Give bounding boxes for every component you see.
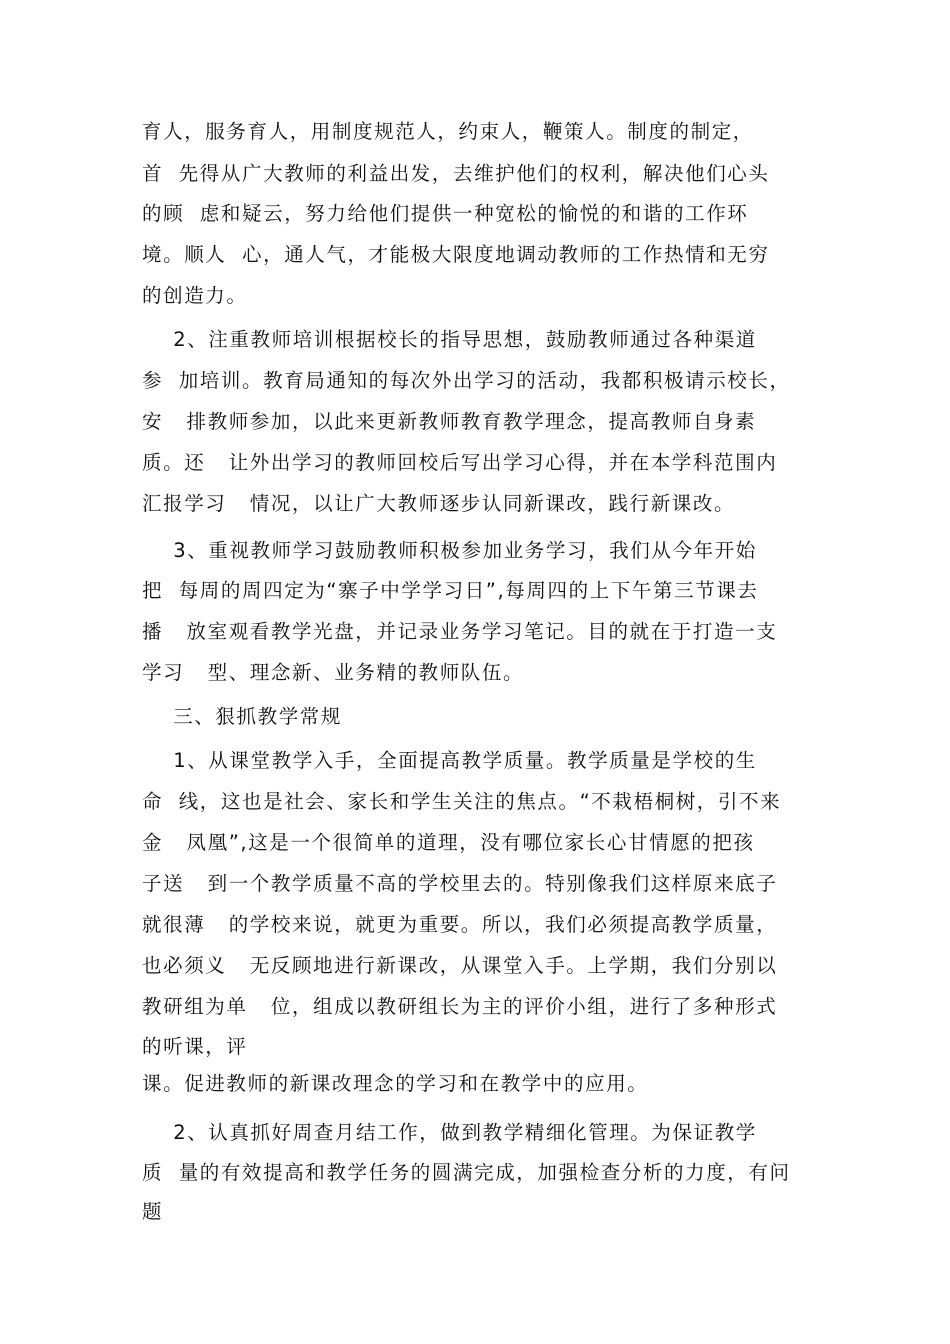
text-line: 的顾 虑和疑云，努力给他们提供一种宽松的愉悦的和谐的工作环: [142, 202, 749, 225]
text-line: 学习 型、理念新、业务精的教师队伍。: [142, 661, 525, 684]
text-line: 首 先得从广大教师的利益出发，去维护他们的权利，解决他们心头: [142, 162, 770, 185]
text-line: 境。顺人 心，通人气，才能极大限度地调动教师的工作热情和无穷: [142, 243, 770, 266]
text-line: 质 量的有效提高和教学任务的圆满完成，加强检查分析的力度，有问: [142, 1161, 791, 1184]
section-heading: 三、狠抓教学常规: [142, 705, 342, 728]
text-line: 汇报学习 情况，以让广大教师逐步认同新课改，践行新课改。: [142, 492, 736, 515]
text-line: 命 线，这也是社会、家长和学生关注的焦点。“不栽梧桐树，引不来: [142, 790, 782, 813]
text-line: 安 排教师参加，以此来更新教师教育教学理念，提高教师自身素: [142, 410, 757, 433]
text-line: 质。还 让外出学习的教师回校后写出学习心得，并在本学科范围内: [142, 451, 778, 474]
text-line: 2、注重教师培训根据校长的指导思想，鼓励教师通过各种渠道: [142, 328, 757, 351]
text-line: 1、从课堂教学入手，全面提高教学质量。教学质量是学校的生: [142, 749, 757, 772]
text-line: 的创造力。: [142, 284, 248, 307]
text-line: 3、重视教师学习鼓励教师积极参加业务学习，我们从今年开始: [142, 539, 757, 562]
text-line: 教研组为单 位，组成以教研组长为主的评价小组，进行了多种形式: [142, 995, 778, 1018]
text-line: 就很薄 的学校来说，就更为重要。所以，我们必须提高教学质量，: [142, 913, 778, 936]
text-line: 2、认真抓好周查月结工作，做到教学精细化管理。为保证教学: [142, 1121, 757, 1144]
text-line: 把 每周的周四定为“寨子中学学习日”,每周四的上下午第三节课去: [142, 579, 759, 602]
text-line: 育人，服务育人，用制度规范人，约束人，鞭策人。制度的制定，: [142, 120, 754, 143]
text-line: 播 放室观看教学光盘，并记录业务学习笔记。目的就在于打造一支: [142, 620, 778, 643]
text-line: 也必须义 无反顾地进行新课改，从课堂入手。上学期，我们分别以: [142, 954, 778, 977]
text-line: 课。促进教师的新课改理念的学习和在教学中的应用。: [142, 1072, 649, 1095]
text-line: 的听课，评: [142, 1035, 248, 1058]
text-line: 子送 到一个教学质量不高的学校里去的。特别像我们这样原来底子: [142, 872, 778, 895]
text-line: 金 凤凰”,这是一个很简单的道理，没有哪位家长心甘情愿的把孩: [142, 831, 755, 854]
text-line: 题: [142, 1200, 164, 1223]
text-line: 参 加培训。教育局通知的每次外出学习的活动，我都积极请示校长，: [142, 369, 791, 392]
